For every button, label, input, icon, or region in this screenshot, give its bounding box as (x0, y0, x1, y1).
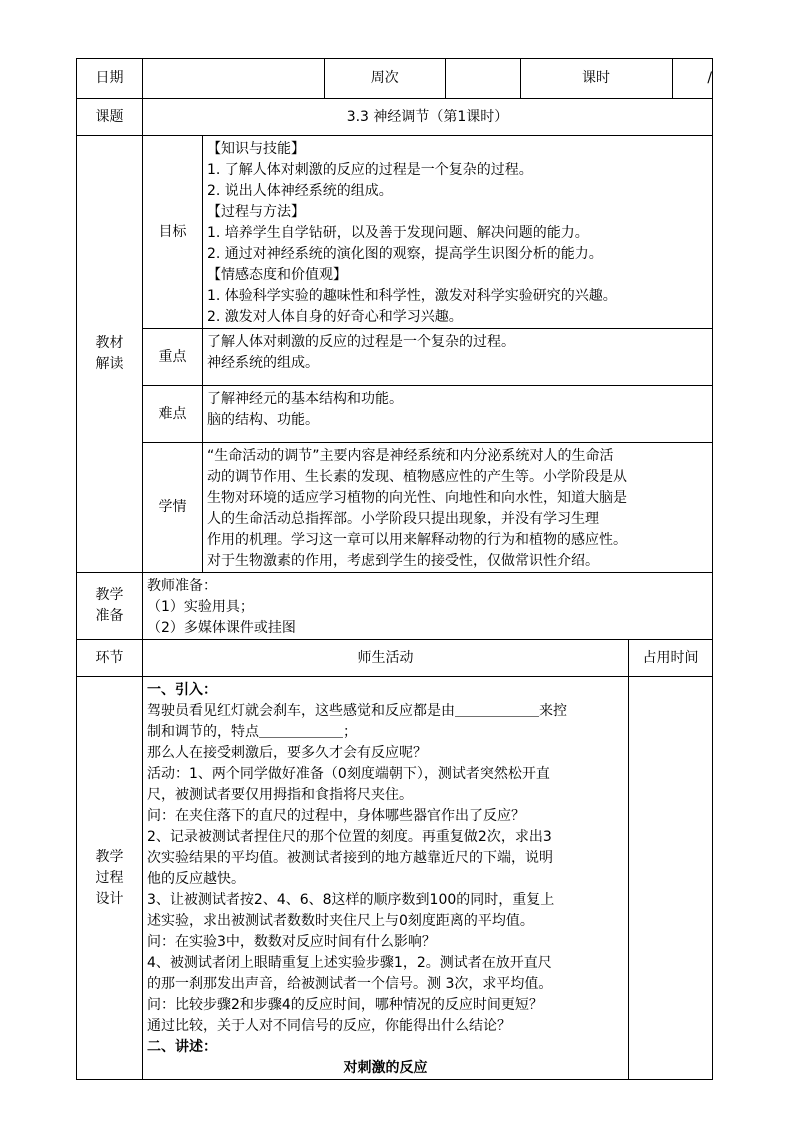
learner-line: 人的生命活动总指挥部。小学阶段只提出现象，并没有学习生理 (207, 511, 599, 527)
difficulties-line: 了解神经元的基本结构和功能。 (207, 391, 403, 407)
key-points-line: 了解人体对刺激的反应的过程是一个复杂的过程。 (207, 334, 515, 350)
key-points-label: 重点 (143, 329, 203, 386)
design-line: 述实验，求出被测试者数数时夹住尺上与0刻度距离的平均值。 (147, 913, 534, 929)
difficulties-line: 脑的结构、功能。 (207, 412, 319, 428)
design-line: 制和调节的，特点＿＿＿＿＿＿； (147, 724, 357, 740)
goals-line: 【情感态度和价值观】 (207, 267, 347, 283)
section2-title: 二、讲述： (147, 1039, 217, 1055)
goals-label: 目标 (143, 136, 203, 329)
difficulties-content (203, 386, 713, 443)
learner-line: 动的调节作用、生长素的发现、植物感应性的产生等。小学阶段是从 (207, 469, 627, 485)
design-line: 尺，被测试者要仅用拇指和食指将尺夹住。 (147, 787, 413, 803)
textbook-label-line2: 解读 (95, 356, 124, 372)
design-line: 的那一刹那发出声音，给被测试者一个信号。测 3次，求平均值。 (147, 976, 553, 992)
design-label-line3: 设计 (95, 890, 124, 907)
lesson-plan-table (76, 58, 713, 1080)
preparation-label-line2: 准备 (95, 608, 124, 624)
goals-line: 2. 通过对神经系统的演化图的观察，提高学生识图分析的能力。 (207, 246, 603, 262)
design-line: 通过比较，关于人对不同信号的反应，你能得出什么结论？ (147, 1018, 511, 1034)
time-header-cell (629, 640, 713, 677)
date-label: 日期 (77, 59, 143, 99)
design-subtitle: 对刺激的反应 (343, 1060, 428, 1076)
stage-header: 环节 (77, 640, 143, 677)
date-value (143, 59, 325, 99)
design-line: 4、被测试者闭上眼睛重复上述实验步骤1，2。测试者在放开直尺 (147, 955, 552, 971)
goals-line: 【过程与方法】 (207, 204, 305, 220)
design-line: 问：在夹住落下的直尺的过程中，身体哪些器官作出了反应？ (147, 808, 525, 824)
time-header: 占用时间 (642, 649, 699, 666)
design-line: 问：在实验3中，数数对反应时间有什么影响？ (147, 934, 436, 950)
design-line: 2、记录被测试者捏住尺的那个位置的刻度。再重复做2次，求出3 (147, 829, 552, 845)
header-right (325, 59, 713, 99)
design-label-line2: 过程 (95, 869, 124, 886)
design-line: 次实验结果的平均值。被测试者接到的地方越靠近尺的下端，说明 (147, 850, 553, 866)
learner-line: 生物对环境的适应学习植物的向光性、向地性和向水性，知道大脑是 (207, 490, 627, 506)
design-label-line1: 教学 (95, 848, 124, 865)
preparation-content (143, 573, 713, 640)
learner-line: 对于生物激素的作用，考虑到学生的接受性，仅做常识性介绍。 (207, 553, 599, 569)
goals-line: 2. 激发对人体自身的好奇心和学习兴趣。 (207, 309, 463, 325)
design-line: 那么人在接受刺激后，要多久才会有反应呢？ (147, 745, 427, 761)
goals-line: 2. 说出人体神经系统的组成。 (207, 183, 393, 199)
activity-header: 师生活动 (143, 640, 629, 677)
key-points-content (203, 329, 713, 386)
goals-line: 1. 培养学生自学钻研，以及善于发现问题、解决问题的能力。 (207, 225, 589, 241)
learner-line: “生命活动的调节”主要内容是神经系统和内分泌系统对人的生命活 (207, 448, 614, 464)
topic-value: 3.3 神经调节（第1课时） (143, 99, 713, 136)
preparation-line: （1）实验用具； (147, 599, 254, 615)
section1-title: 一、引入： (147, 682, 217, 698)
design-line: 活动：1、两个同学做好准备（0刻度端朝下），测试者突然松开直 (147, 766, 550, 782)
design-line: 问：比较步骤2和步骤4的反应时间，哪种情况的反应时间更短？ (147, 997, 543, 1013)
design-line: 他的反应越快。 (147, 871, 245, 887)
preparation-label (77, 573, 143, 640)
goals-line: 1. 体验科学实验的趣味性和科学性，激发对科学实验研究的兴趣。 (207, 288, 617, 304)
week-label: 周次 (325, 59, 445, 98)
period-label: 课时 (520, 59, 672, 98)
goals-line: 1. 了解人体对刺激的反应的过程是一个复杂的过程。 (207, 162, 533, 178)
key-points-line: 神经系统的组成。 (207, 355, 319, 371)
design-label (77, 677, 143, 1080)
design-time (629, 677, 713, 1080)
week-value (445, 59, 520, 98)
design-content (143, 677, 629, 1080)
goals-line: 【知识与技能】 (207, 141, 305, 157)
textbook-label (77, 136, 143, 573)
design-line: 3、让被测试者按2、4、6、8这样的顺序数到100的同时，重复上 (147, 892, 555, 908)
textbook-label-line1: 教材 (95, 335, 124, 351)
preparation-label-line1: 教学 (95, 587, 124, 603)
learner-line: 作用的机理。学习这一章可以用来解释动物的行为和植物的感应性。 (207, 532, 627, 548)
goals-content (203, 136, 713, 329)
learner-content (203, 443, 713, 573)
design-line: 驾驶员看见红灯就会刹车，这些感觉和反应都是由＿＿＿＿＿＿来控 (147, 703, 567, 719)
difficulties-label: 难点 (143, 386, 203, 443)
topic-label: 课题 (77, 99, 143, 136)
learner-label: 学情 (143, 443, 203, 573)
preparation-line: （2）多媒体课件或挂图 (147, 620, 296, 636)
preparation-line: 教师准备： (147, 578, 217, 594)
period-value: / (672, 59, 747, 98)
